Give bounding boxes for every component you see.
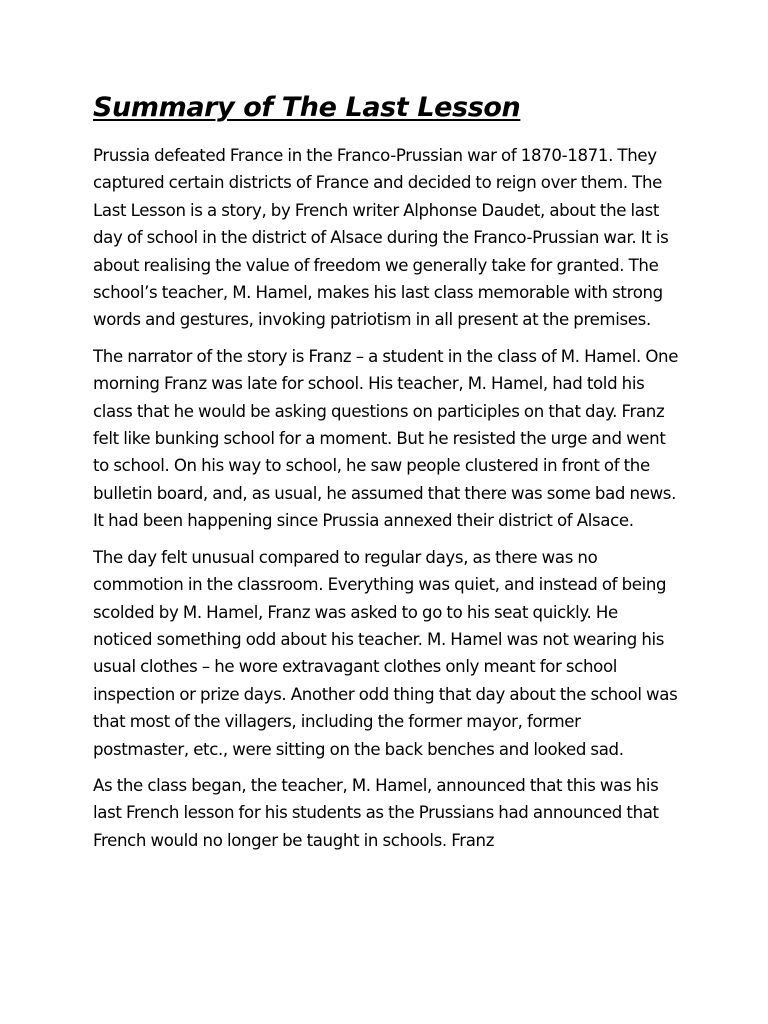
paragraph-4: As the class began, the teacher, M. Hamel, announced that this was his last French lesson for his students as the Prussians had announced that French would no longer be taught in schools. Franz xyxy=(93,775,659,850)
document-page xyxy=(93,88,679,863)
paragraph-2: The narrator of the story is Franz – a student in the class of M. Hamel. One morning Franz was late for school. His teacher, M. Hamel, had told his class that he would be asking questions on participles on that day. Franz felt like bunking school for a moment. But he resisted the urge and went to school. On his way to school, he saw people clustered in front of the bulletin board, and, as usual, he assumed that there was some bad news. It had been happening since Prussia annexed their district of Alsace. xyxy=(93,346,679,531)
document-title: Summary of The Last Lesson xyxy=(93,92,521,123)
paragraph-1: Prussia defeated France in the Franco-Prussian war of 1870-1871. They captured certain districts of France and decided to reign over them. The Last Lesson is a story, by French writer Alphonse Daudet, about the last day of school in the district of Alsace during the Franco-Prussian war. It is about realising the value of freedom we generally take for granted. The school’s teacher, M. Hamel, makes his last class memorable with strong words and gestures, invoking patriotism in all present at the premises. xyxy=(93,146,669,330)
paragraph-3: The day felt unusual compared to regular days, as there was no commotion in the classroom. Everything was quiet, and instead of being scolded by M. Hamel, Franz was asked to go to his seat quickly. He noticed something odd about his teacher. M. Hamel was not wearing his usual clothes – he wore extravagant clothes only meant for school inspection or prize days. Another odd thing that day about the school was that most of the villagers, including the former mayor, former postmaster, etc., were sitting on the back benches and looked sad. xyxy=(93,547,678,759)
